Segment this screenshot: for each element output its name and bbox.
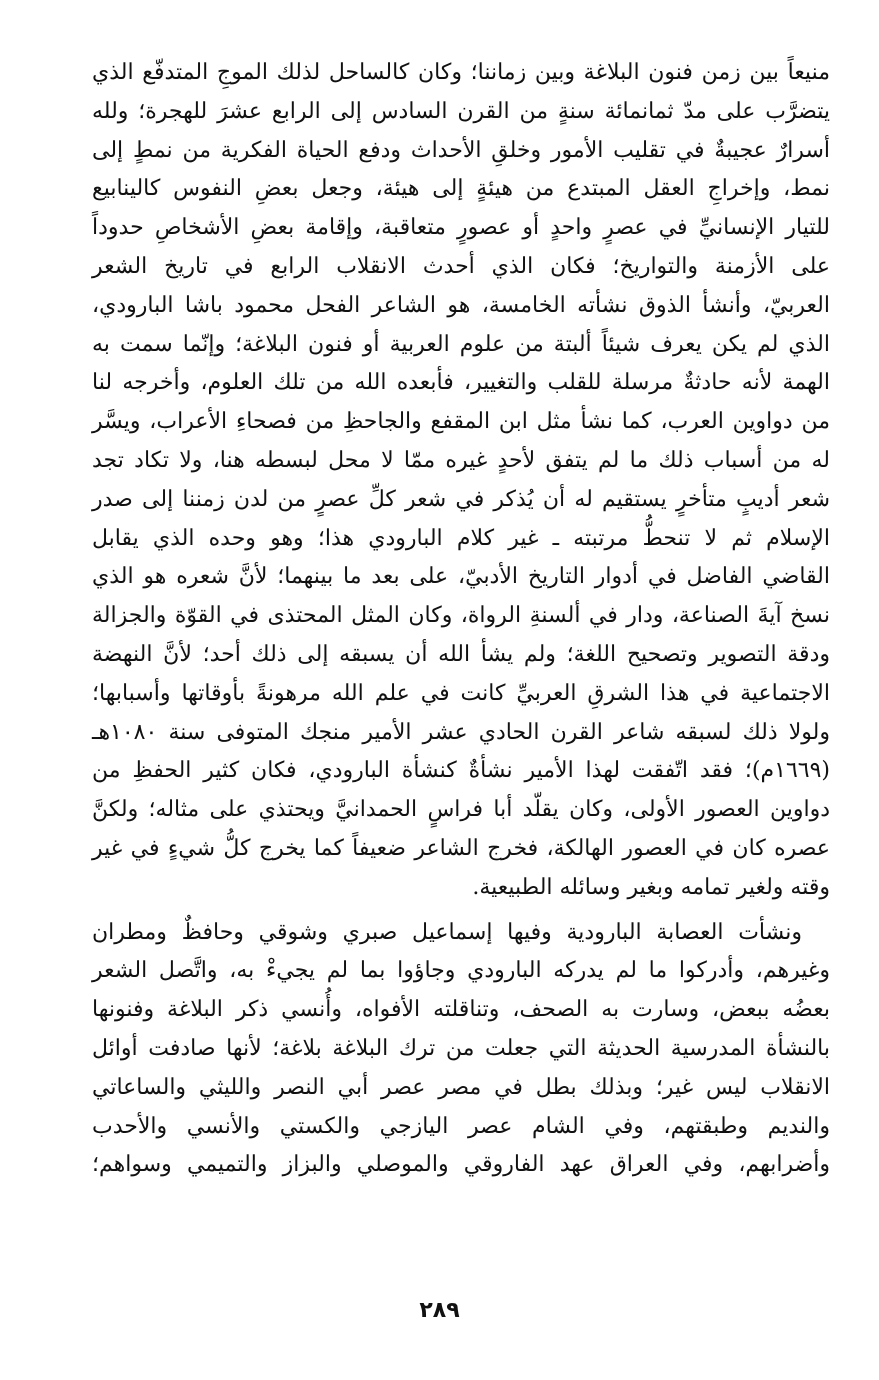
- text-line: الانقلاب ليس غير؛ وبذلك بطل في مصر عصر أبي النصر والليثي والساعاتي: [92, 1074, 830, 1100]
- text-line: منيعاً بين زمن فنون البلاغة وبين زماننا؛ وكان كالساحل لذلك الموجِ المتدفّع الذي: [92, 60, 830, 85]
- text-line: الذي لم يكن يعرف شيئاً ألبتة من علوم العربية أو فنون البلاغة؛ وإنّما سمت به: [92, 331, 830, 357]
- text-line: نمط، وإخراجِ العقل المبتدع من هيئةٍ إلى هيئة، وجعل بعضِ النفوس كالينابيع: [92, 176, 830, 202]
- text-line: للتيار الإنسانيِّ في عصرٍ واحدٍ أو عصورٍ متعاقبة، وإقامة بعضِ الأشخاصِ حدوداً: [92, 215, 830, 241]
- text-line: على الأزمنة والتواريخ؛ فكان الذي أحدث الانقلاب الرابع في تاريخ الشعر: [92, 253, 830, 279]
- text-line: القاضي الفاضل في أدوار التاريخ الأدبيّ، على بعد ما بينهما؛ لأنَّ شعره هو الذي: [92, 564, 830, 590]
- text-line: والنديم وطبقتهم، وفي الشام عصر اليازجي والكستي والأنسي والأحدب: [92, 1113, 830, 1139]
- text-line: له من أسباب ذلك ما لم يتفق لأحدٍ غيره ممّا لا محل لبسطه هنا، ولا تكاد تجد: [92, 447, 830, 473]
- paragraph-2: [92, 914, 830, 1186]
- text-line: دواوين العصور الأولى، وكان يقلّد أبا فراسٍ الحمدانيَّ ويحتذي على مثاله؛ ولكنَّ: [92, 797, 830, 823]
- text-line: يتضرَّب على مدّ ثمانمائة سنةٍ من القرن السادس إلى الرابع عشرَ للهجرة؛ ولله: [92, 98, 830, 124]
- text-line: نسخ آيةَ الصناعة، ودار في ألسنةِ الرواة، وكان المثل المحتذى في القوّة والجزالة: [92, 603, 830, 629]
- text-line: ونشأت العصابة البارودية وفيها إسماعيل صبري وشوقي وحافظٌ ومطران: [92, 919, 802, 945]
- text-line: العربيّ، وأنشأ الذوق نشأته الخامسة، هو الشاعر الفحل محمود باشا البارودي،: [92, 292, 830, 318]
- text-line: عصره كان في العصور الهالكة، فخرج الشاعر ضعيفاً كما يخرج كلُّ شيءٍ في غير: [92, 835, 830, 861]
- paragraph-1: [92, 54, 830, 908]
- text-line: بعضُه ببعض، وسارت به الصحف، وتناقلته الأفواه، وأُنسي ذكر البلاغة وفنونها: [92, 997, 830, 1023]
- text-line: شعر أديبٍ متأخرٍ يستقيم له أن يُذكر في شعر كلِّ عصرٍ من لدن زمننا إلى صدر: [92, 486, 830, 512]
- text-line: الإسلام ثم لا تنحطُّ مرتبته ـ غير كلام البارودي هذا؛ وهو وحده الذي يقابل: [92, 525, 830, 551]
- text-line: وأضرابهم، وفي العراق عهد الفاروقي والموصلي والبزاز والتميمي وسواهم؛: [92, 1152, 830, 1178]
- text-line: ودقة التصوير وتصحيح اللغة؛ ولم يشأ الله أن يسبقه إلى ذلك أحد؛ لأنَّ النهضة: [92, 641, 830, 667]
- text-line: بالنشأة المدرسية الحديثة التي جعلت من ترك البلاغة بلاغة؛ لأنها صادفت أوائل: [92, 1035, 830, 1061]
- text-line: من دواوين العرب، كما نشأ مثل ابن المقفع والجاحظِ من فصحاءِ الأعراب، ويسَّر: [92, 409, 830, 435]
- text-line: الهمة لأنه حادثةٌ مرسلة للقلب والتغيير، فأبعده الله من تلك العلوم، وأخرجه لنا: [92, 370, 830, 396]
- text-line: وغيرهم، وأدركوا ما لم يدركه البارودي وجاؤوا بما لم يجيءْ به، واتَّصل الشعر: [92, 958, 830, 984]
- page-number: ٢٨٩: [419, 1298, 460, 1323]
- text-line: أسرارٌ عجيبةٌ في تقليب الأمور وخلقِ الأحداث ودفع الحياة الفكرية من نمطٍ إلى: [92, 137, 830, 163]
- text-line: (١٦٦٩م)؛ فقد اتّفقت لهذا الأمير نشأةٌ كنشأة البارودي، فكان كثير الحفظِ من: [92, 758, 830, 784]
- body-text: [92, 54, 830, 1185]
- text-line: الاجتماعية في هذا الشرقِ العربيِّ كانت في علم الله مرهونةً بأوقاتها وأسبابها؛: [92, 680, 830, 706]
- text-line: وقته ولغير تمامه وبغير وسائله الطبيعية.: [472, 874, 830, 900]
- text-line: ولولا ذلك لسبقه شاعر القرن الحادي عشر الأمير منجك المتوفى سنة ١٠٨٠هـ: [92, 719, 830, 745]
